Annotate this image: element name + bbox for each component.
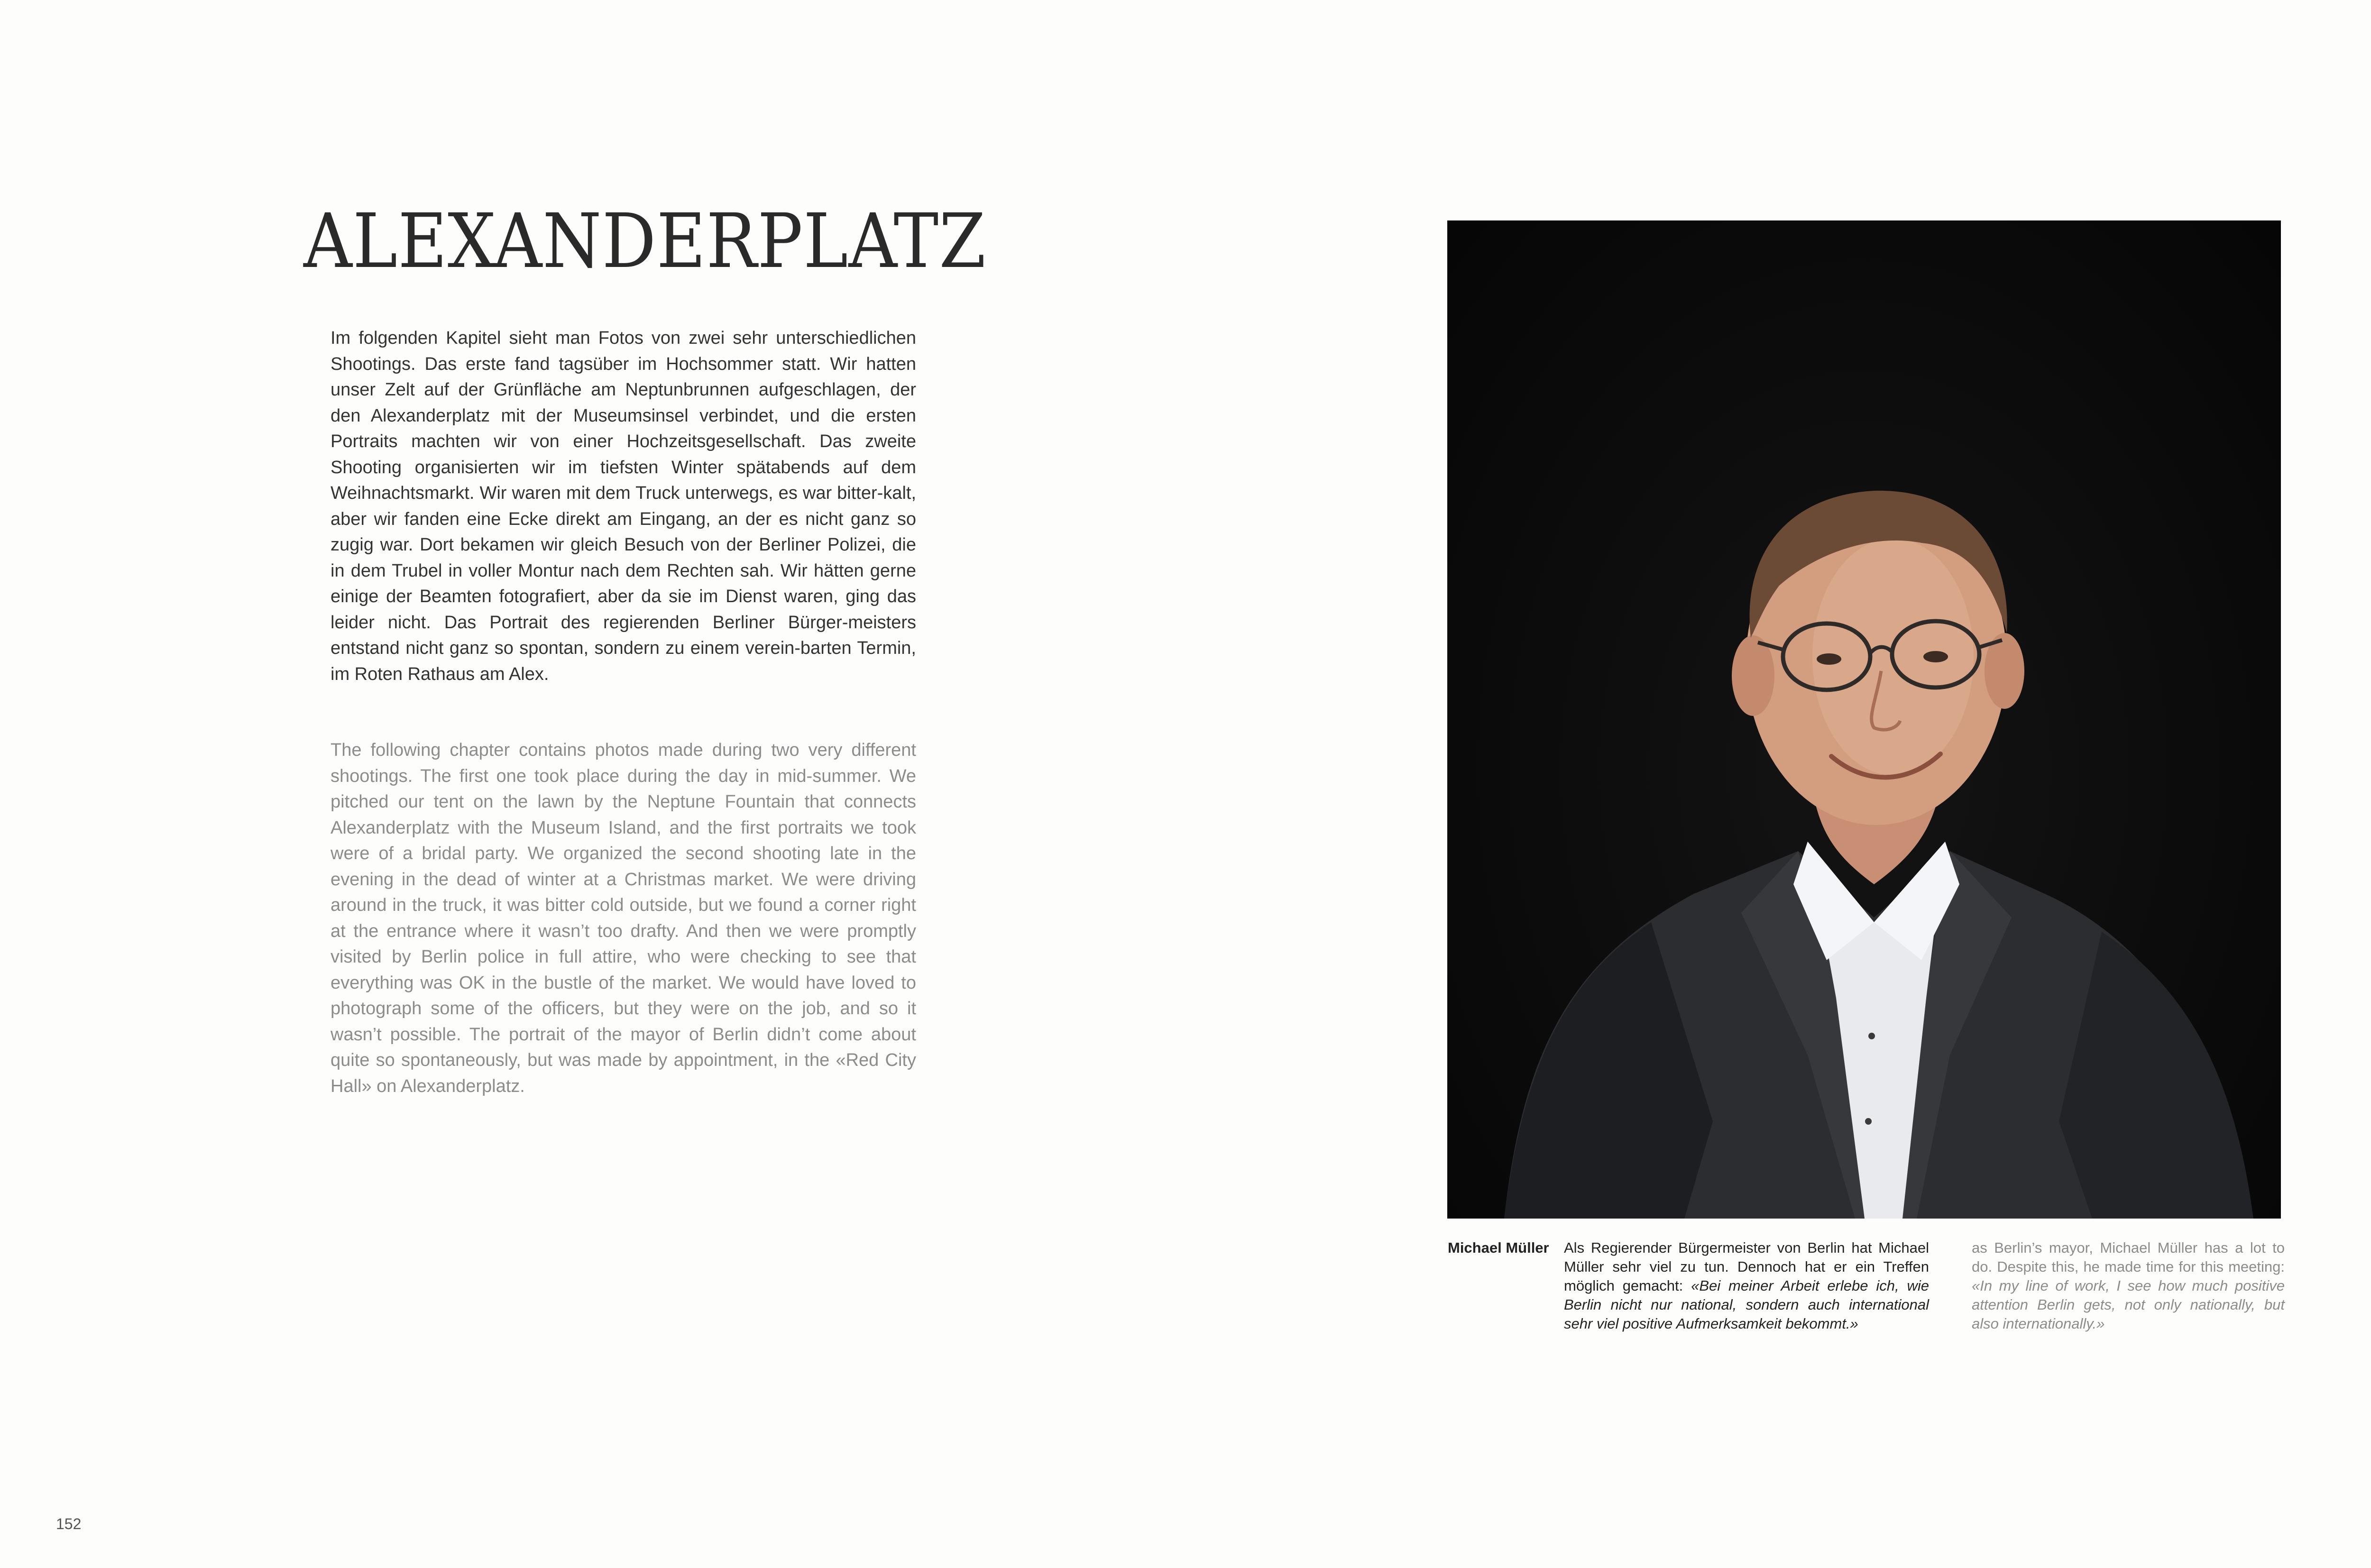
portrait-photo	[1447, 220, 2281, 1219]
intro-text-english: The following chapter contains photos made during two very different shootings. The first one took place during the day in mid-summer. We pitched our tent on the lawn by the Neptune Fountain that connects Alexanderplatz with the Museum Island, and the first portraits we took were of a bridal party. We organized the second shooting late in the evening in the dead of winter at a Christmas market. We were driving around in the truck, it was bitter cold outside, but we found a corner right at the entrance where it wasn’t too drafty. And then we were promptly visited by Berlin police in full attire, who were checking to see that everything was OK in the bustle of the market. We would have loved to photograph some of the officers, but they were on the job, and so it wasn’t possible. The portrait of the mayor of Berlin didn’t come about quite so spontaneously, but was made by appointment, in the «Red City Hall» on Alexanderplatz.	[331, 740, 916, 1096]
shirt-button	[1868, 1033, 1875, 1039]
shirt-button	[1865, 1118, 1872, 1125]
ear-left	[1732, 635, 1774, 716]
eye-right	[1923, 651, 1948, 662]
caption-name: Michael Müller	[1448, 1239, 1549, 1256]
intro-text-german: Im folgenden Kapitel sieht man Fotos von zwei sehr unterschiedlichen Shootings. Das erste fand tagsüber im Hochsommer statt. Wir hatten unser Zelt auf der Grünfläche am Neptunbrunnen aufgeschlagen, der den Alexanderplatz mit der Museumsinsel verbindet, und die ersten Portraits machten wir von einer Hochzeitsgesellschaft. Das zweite Shooting organisierten wir im tiefsten Winter spätabends auf dem Weihnachtsmarkt. Wir waren mit dem Truck unterwegs, es war bitter-kalt, aber wir fanden eine Ecke direkt am Eingang, an der es nicht ganz so zugig war. Dort bekamen wir gleich Besuch von der Berliner Polizei, die in dem Trubel in voller Montur nach dem Rechten sah. Wir hätten gerne einige der Beamten fotografiert, aber da sie im Dienst waren, ging das leider nicht. Das Portrait des regierenden Berliner Bürger-meisters entstand nicht ganz so spontan, sondern zu einem verein-barten Termin, im Roten Rathaus am Alex.	[331, 328, 916, 684]
caption-english: as Berlin’s mayor, Michael Müller has a lot to do. Despite this, he made time for this meeting: «In my line of work, I see how much positive attention Berlin gets, not only nationally, but also internationally.»	[1972, 1239, 2285, 1332]
portrait-illustration	[1447, 220, 2281, 1219]
caption-german: Als Regierender Bürgermeister von Berlin hat Michael Müller sehr viel zu tun. Dennoch hat er ein Treffen möglich gemacht: «Bei meiner Arbeit erlebe ich, wie Berlin nicht nur national, sondern auch international sehr viel positive Aufmerksamkeit bekommt.»	[1564, 1239, 1929, 1332]
page-title: ALEXANDERPLATZ	[303, 198, 986, 285]
eye-left	[1817, 653, 1841, 665]
page-number-left: 152	[56, 1515, 82, 1532]
